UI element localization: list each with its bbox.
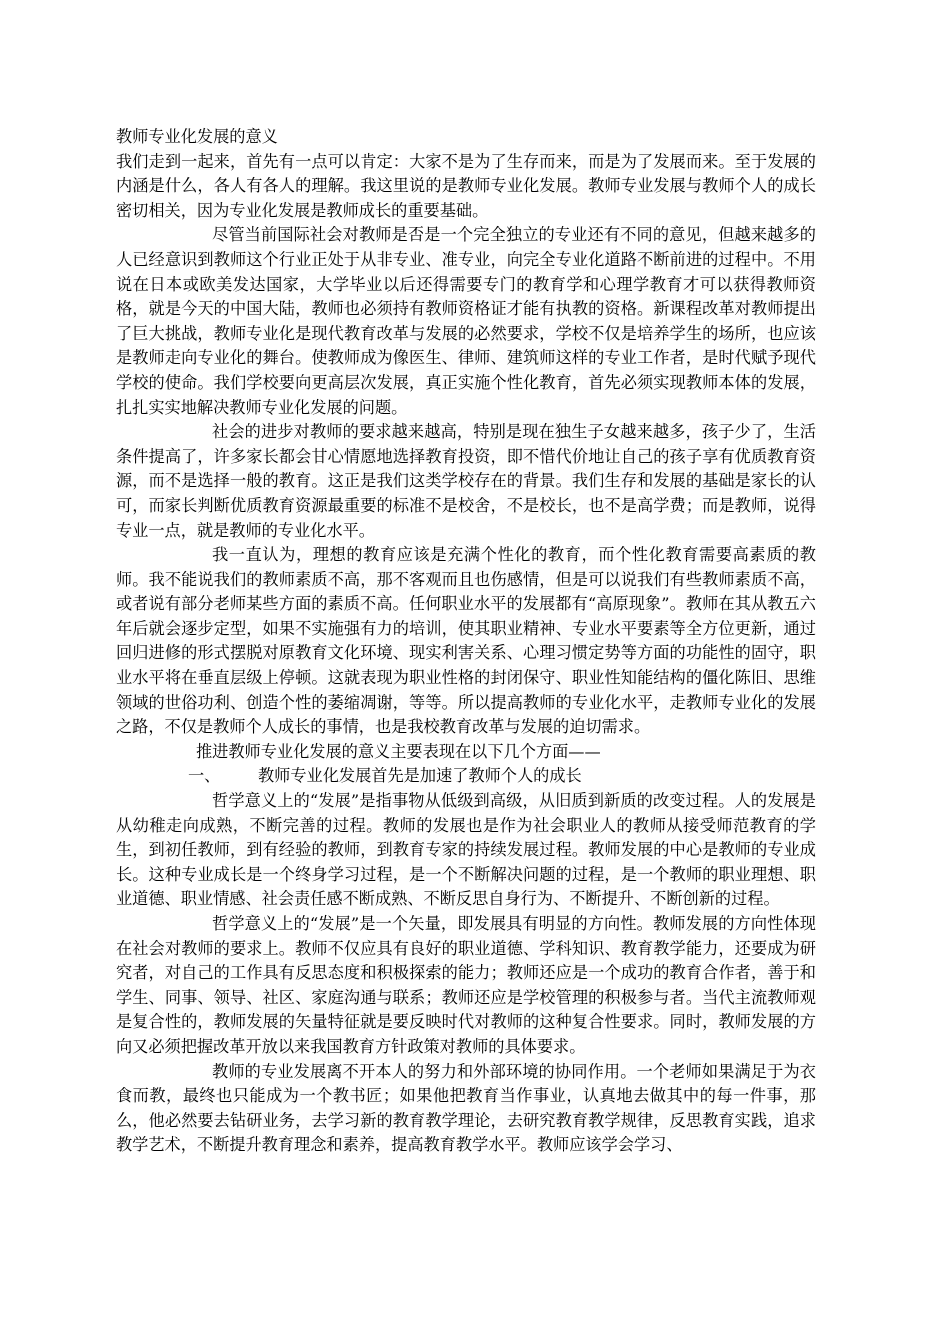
paragraph-intro: 我们走到一起来，首先有一点可以肯定：大家不是为了生存而来，而是为了发展而来。至于发展的内涵是什么，各人有各人的理解。我这里说的是教师专业化发展。教师专业发展与教师个人的成长密切相关，因为专业化发展是教师成长的重要基础。 [116, 151, 816, 220]
section-number: 一、 [188, 766, 221, 786]
paragraph-significance-lead: 推进教师专业化发展的意义主要表现在以下几个方面—— [196, 741, 601, 761]
paragraph-personal-effort: 教师的专业发展离不开本人的努力和外部环境的协同作用。一个老师如果满足于为衣食而教，最终也只能成为一个教书匠；如果他把教育当作事业，认真地去做其中的每一件事，那么，他必然要去钻研业务，去学习新的教育教学理论，去研究教育教学规律，反思教育实践，追求教学艺术，不断提升教育理念和素养，提高教育教学水平。教师应该学会学习、 [116, 1061, 816, 1155]
paragraph-vector: 哲学意义上的“发展”是一个矢量，即发展具有明显的方向性。教师发展的方向性体现在社会对教师的要求上。教师不仅应具有良好的职业道德、学科知识、教育教学能力，还要成为研究者，对自己的工作具有反思态度和积极探索的能力；教师还应是一个成功的教育合作者，善于和学生、同事、领导、社区、家庭沟通与联系；教师还应是学校管理的积极参与者。当代主流教师观是复合性的，教师发展的矢量特征就是要反映时代对教师的这种复合性要求。同时，教师发展的方向又必须把握改革开放以来我国教育方针政策对教师的具体要求。 [116, 914, 816, 1056]
paragraph-philosophy-development: 哲学意义上的“发展”是指事物从低级到高级，从旧质到新质的改变过程。人的发展是从幼稚走向成熟，不断完善的过程。教师的发展也是作为社会职业人的教师从接受师范教育的学生，到初任教师，到有经验的教师，到教育专家的持续发展过程。教师发展的中心是教师的专业成长。这种专业成长是一个终身学习过程，是一个不断解决问题的过程，是一个教师的职业理想、职业道德、职业情感、社会责任感不断成熟、不断反思自身行为、不断提升、不断创新的过程。 [116, 791, 816, 909]
document-title: 教师专业化发展的意义 [116, 127, 278, 146]
section-heading-1 [116, 764, 816, 789]
paragraph-society: 社会的进步对教师的要求越来越高，特别是现在独生子女越来越多，孩子少了，生活条件提高了，许多家长都会甘心情愿地选择教育投资，即不惜代价地让自己的孩子享有优质教育资源，而不是选择一般的教育。这正是我们这类学校存在的背景。我们生存和发展的基础是家长的认可，而家长判断优质教育资源最重要的标准不是校舍，不是校长，也不是高学费；而是教师，说得专业一点，就是教师的专业化水平。 [116, 422, 816, 540]
paragraph-international: 尽管当前国际社会对教师是否是一个完全独立的专业还有不同的意见，但越来越多的人已经意识到教师这个行业正处于从非专业、准专业，向完全专业化道路不断前进的过程中。不用说在日本或欧美发达国家，大学毕业以后还得需要专门的教育学和心理学教育才可以获得教师资格，就是今天的中国大陆，教师也必须持有教师资格证才能有执教的资格。新课程改革对教师提出了巨大挑战，教师专业化是现代教育改革与发展的必然要求，学校不仅是培养学生的场所，也应该是教师走向专业化的舞台。使教师成为像医生、律师、建筑师这样的专业工作者，是时代赋予现代学校的使命。我们学校要向更高层次发展，真正实施个性化教育，首先必须实现教师本体的发展，扎扎实实地解决教师专业化发展的问题。 [116, 225, 816, 417]
document-page [116, 125, 816, 1158]
section-heading-text: 教师专业化发展首先是加速了教师个人的成长 [258, 766, 582, 786]
paragraph-ideal-education: 我一直认为，理想的教育应该是充满个性化的教育，而个性化教育需要高素质的教师。我不能说我们的教师素质不高，那不客观而且也伤感情，但是可以说我们有些教师素质不高，或者说有部分老师某些方面的素质不高。任何职业水平的发展都有“高原现象”。教师在其从教五六年后就会逐步定型，如果不实施强有力的培训，使其职业精神、专业水平要素等全方位更新，通过回归进修的形式摆脱对原教育文化环境、现实利害关系、心理习惯定势等方面的功能性的固守，职业水平将在垂直层级上停顿。这就表现为职业性格的封闭保守、职业性知能结构的僵化陈旧、思维领域的世俗功利、创造个性的萎缩凋谢，等等。所以提高教师的专业化水平，走教师专业化的发展之路，不仅是教师个人成长的事情，也是我校教育改革与发展的迫切需求。 [116, 545, 816, 737]
